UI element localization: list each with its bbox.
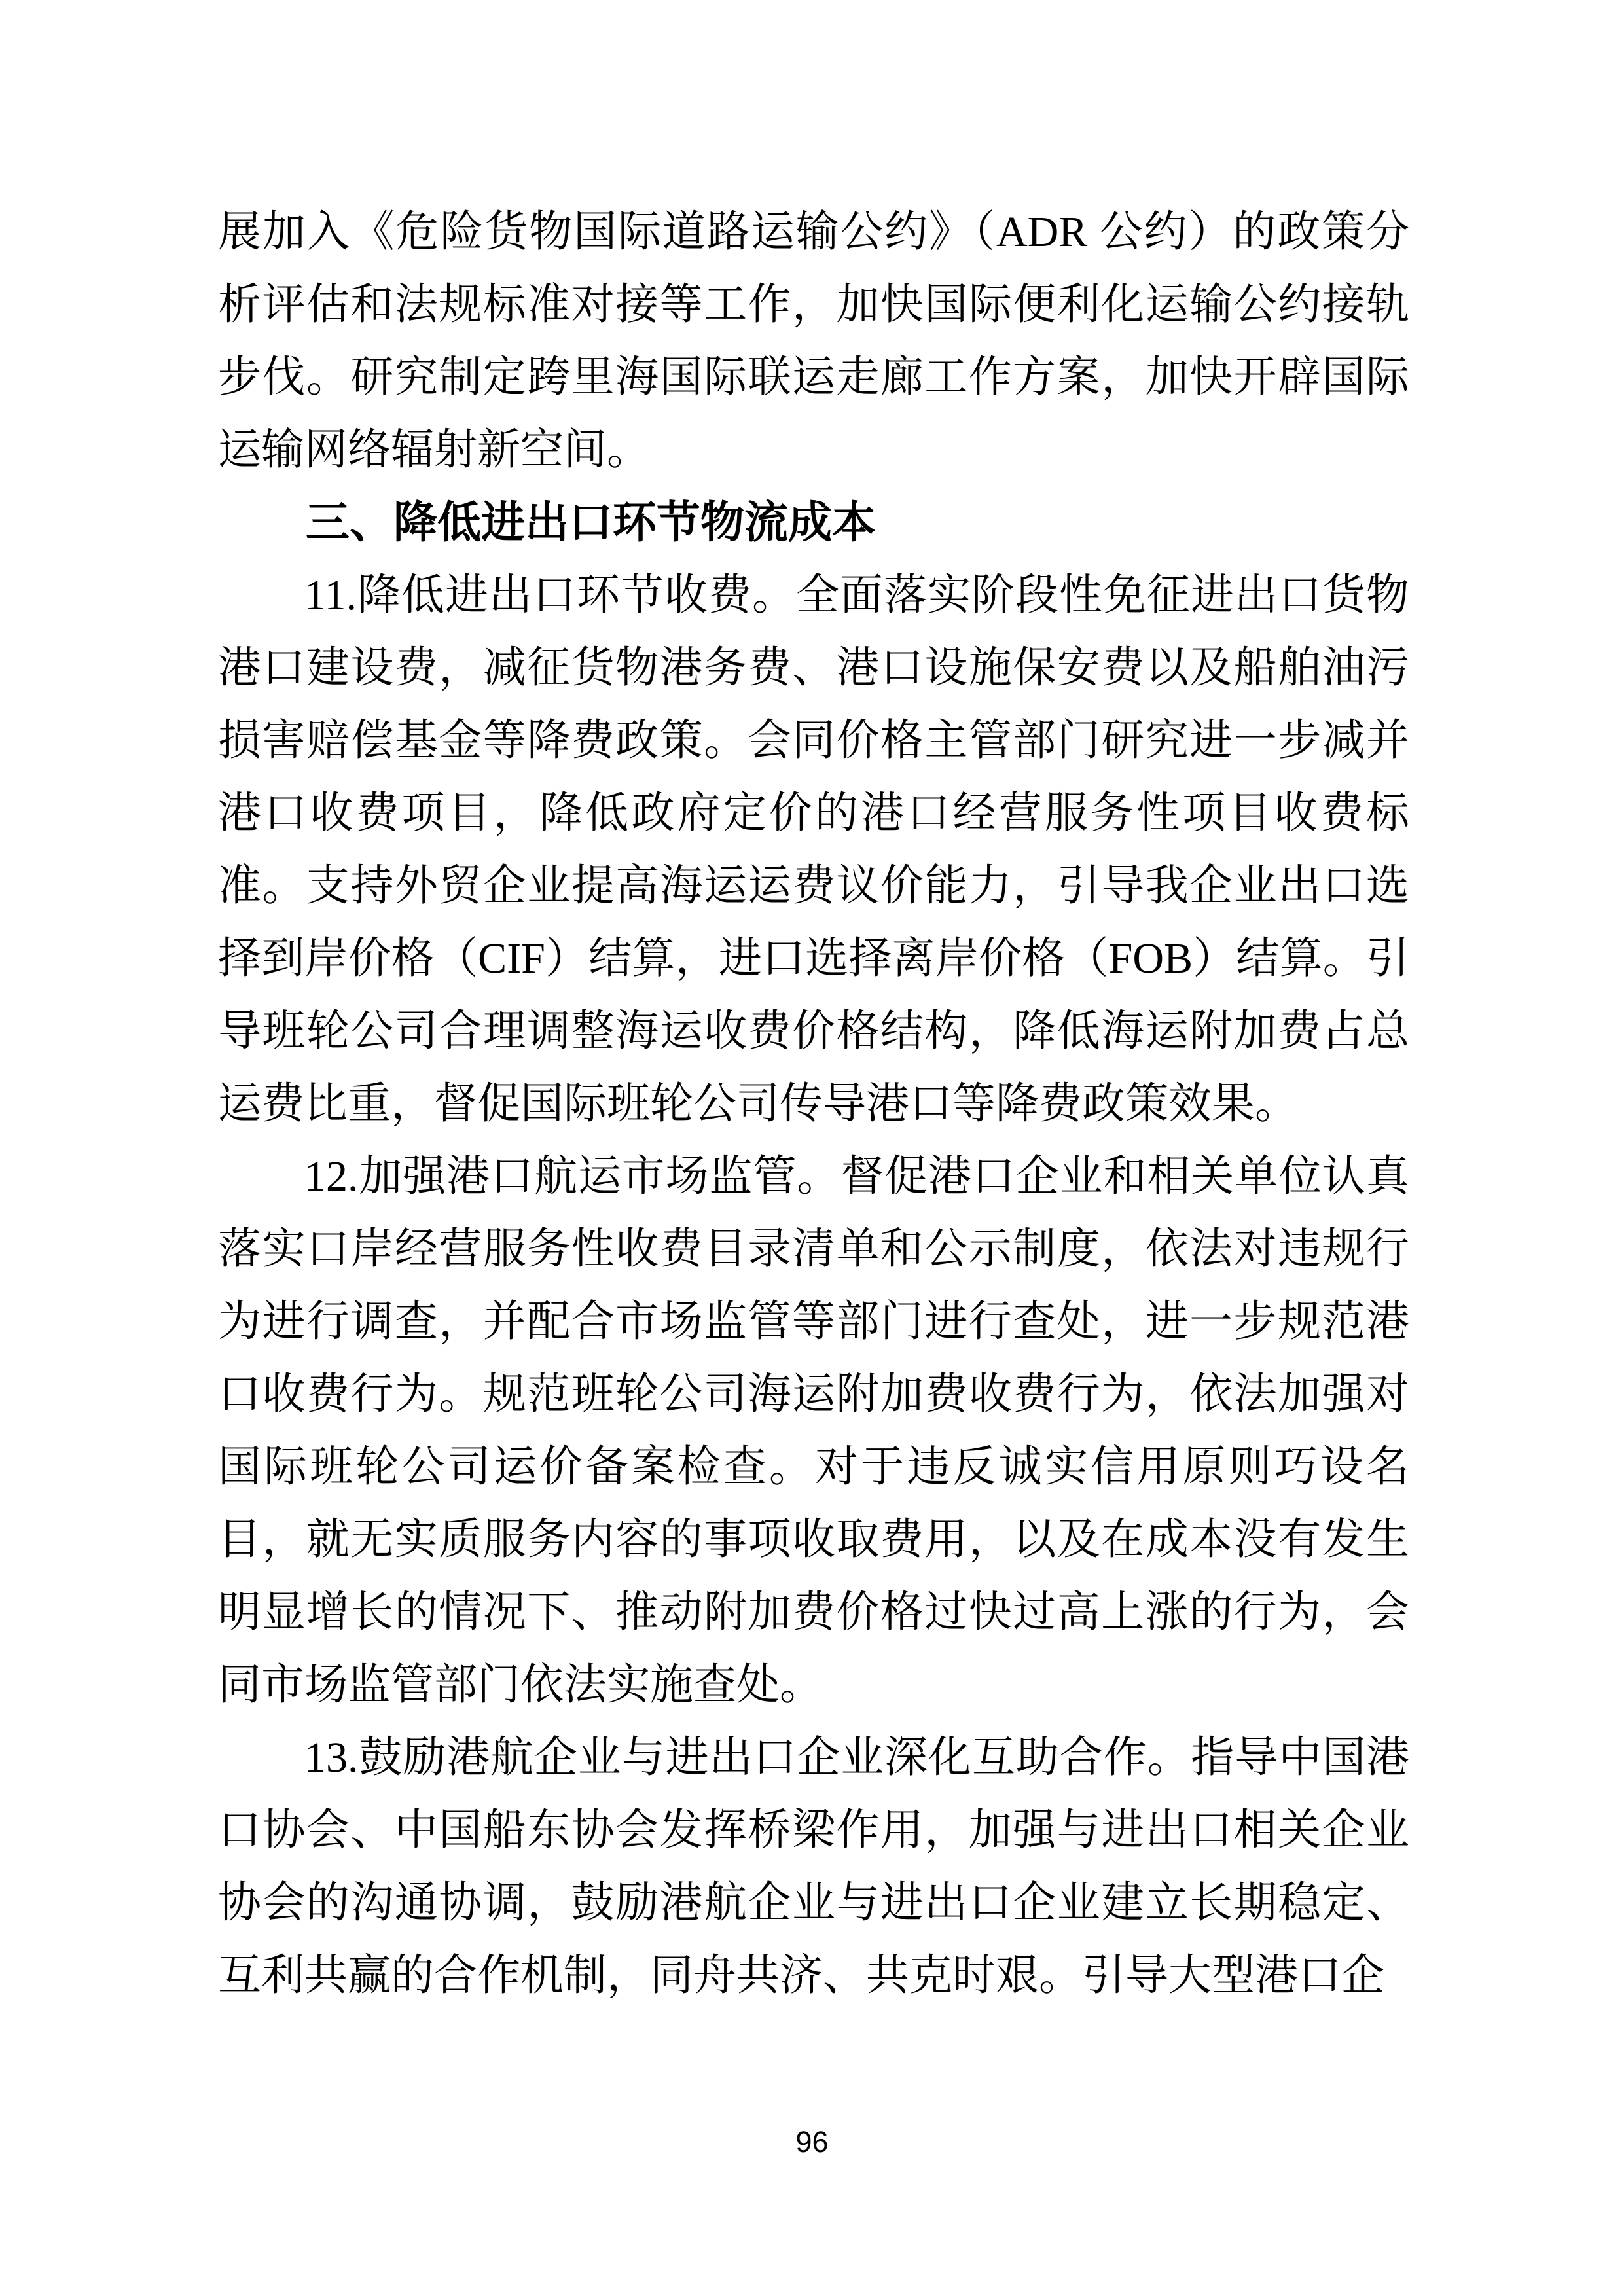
page-number: 96	[795, 2125, 829, 2159]
page-content	[218, 196, 1409, 2012]
page-footer	[0, 2127, 1624, 2157]
paragraph-continuation: 展加入《危险货物国际道路运输公约》（ADR 公约）的政策分析评估和法规标准对接等工作，加快国际便利化运输公约接轨步伐。研究制定跨里海国际联运走廊工作方案，加快开辟国际运输网络辐射新空间。	[218, 208, 1409, 474]
section-heading: 三、降低进出口环节物流成本	[306, 498, 876, 547]
paragraph-item-11: 11.降低进出口环节收费。全面落实阶段性免征进出口货物港口建设费，减征货物港务费、港口设施保安费以及船舶油污损害赔偿基金等降费政策。会同价格主管部门研究进一步减并港口收费项目，降低政府定价的港口经营服务性项目收费标准。支持外贸企业提高海运运费议价能力，引导我企业出口选择到岸价格（CIF）结算，进口选择离岸价格（FOB）结算。引导班轮公司合理调整海运收费价格结构，降低海运附加费占总运费比重，督促国际班轮公司传导港口等降费政策效果。	[218, 571, 1409, 1128]
paragraph-item-13: 13.鼓励港航企业与进出口企业深化互助合作。指导中国港口协会、中国船东协会发挥桥梁作用，加强与进出口相关企业协会的沟通协调，鼓励港航企业与进出口企业建立长期稳定、互利共赢的合作机制，同舟共济、共克时艰。引导大型港口企	[218, 1734, 1409, 2000]
paragraph-item-12: 12.加强港口航运市场监管。督促港口企业和相关单位认真落实口岸经营服务性收费目录清单和公示制度，依法对违规行为进行调查，并配合市场监管等部门进行查处，进一步规范港口收费行为。规范班轮公司海运附加费收费行为，依法加强对国际班轮公司运价备案检查。对于违反诚实信用原则巧设名目，就无实质服务内容的事项收取费用，以及在成本没有发生明显增长的情况下、推动附加费价格过快过高上涨的行为，会同市场监管部门依法实施查处。	[218, 1153, 1409, 1709]
